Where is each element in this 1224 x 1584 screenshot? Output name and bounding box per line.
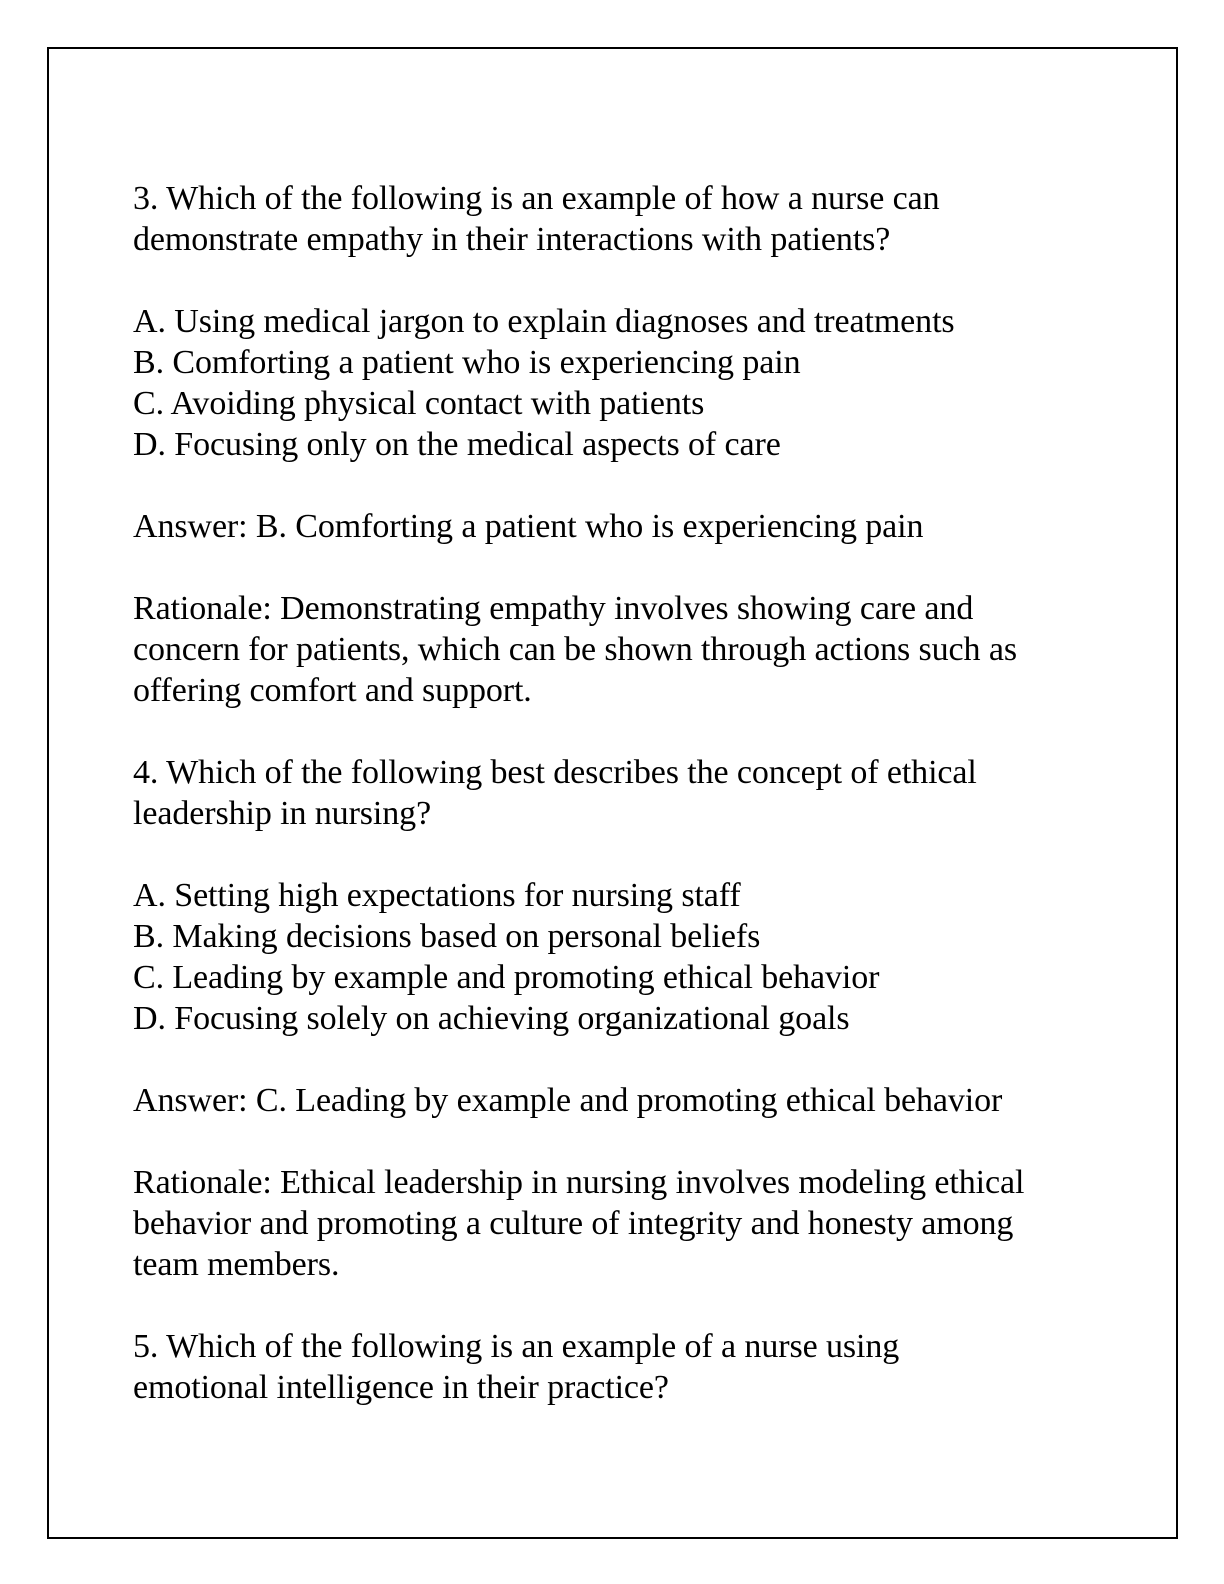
answer-text: Answer: B. Comforting a patient who is experiencing pain — [133, 508, 924, 545]
question-text-line: leadership in nursing? — [133, 795, 432, 832]
question-text-line: 5. Which of the following is an example of a nurse using — [133, 1328, 900, 1365]
question-text-line: emotional intelligence in their practice? — [133, 1369, 669, 1406]
rationale-line: offering comfort and support. — [133, 672, 532, 709]
option-b: B. Comforting a patient who is experiencing pain — [133, 344, 801, 381]
rationale-line: team members. — [133, 1246, 340, 1283]
question-3-stem — [133, 178, 1133, 260]
question-3-options — [133, 301, 1133, 465]
question-text-line: 3. Which of the following is an example of how a nurse can — [133, 180, 940, 217]
question-4-rationale — [133, 1162, 1133, 1285]
question-3-answer — [133, 506, 1133, 547]
question-4-options — [133, 875, 1133, 1039]
option-d: D. Focusing solely on achieving organizational goals — [133, 1000, 850, 1037]
question-3-rationale — [133, 588, 1133, 711]
rationale-line: Rationale: Demonstrating empathy involves showing care and — [133, 590, 974, 627]
option-b: B. Making decisions based on personal beliefs — [133, 918, 761, 955]
option-d: D. Focusing only on the medical aspects of care — [133, 426, 781, 463]
rationale-line: concern for patients, which can be shown through actions such as — [133, 631, 1017, 668]
question-4-stem — [133, 752, 1133, 834]
rationale-line: Rationale: Ethical leadership in nursing involves modeling ethical — [133, 1164, 1025, 1201]
question-5-stem — [133, 1326, 1133, 1408]
option-c: C. Leading by example and promoting ethical behavior — [133, 959, 880, 996]
option-a: A. Setting high expectations for nursing staff — [133, 877, 741, 914]
question-4-answer — [133, 1080, 1133, 1121]
option-a: A. Using medical jargon to explain diagnoses and treatments — [133, 303, 955, 340]
question-text-line: demonstrate empathy in their interactions with patients? — [133, 221, 891, 258]
document-content — [133, 178, 1133, 1408]
question-text-line: 4. Which of the following best describes the concept of ethical — [133, 754, 977, 791]
answer-text: Answer: C. Leading by example and promoting ethical behavior — [133, 1082, 1003, 1119]
option-c: C. Avoiding physical contact with patients — [133, 385, 705, 422]
rationale-line: behavior and promoting a culture of integrity and honesty among — [133, 1205, 1014, 1242]
